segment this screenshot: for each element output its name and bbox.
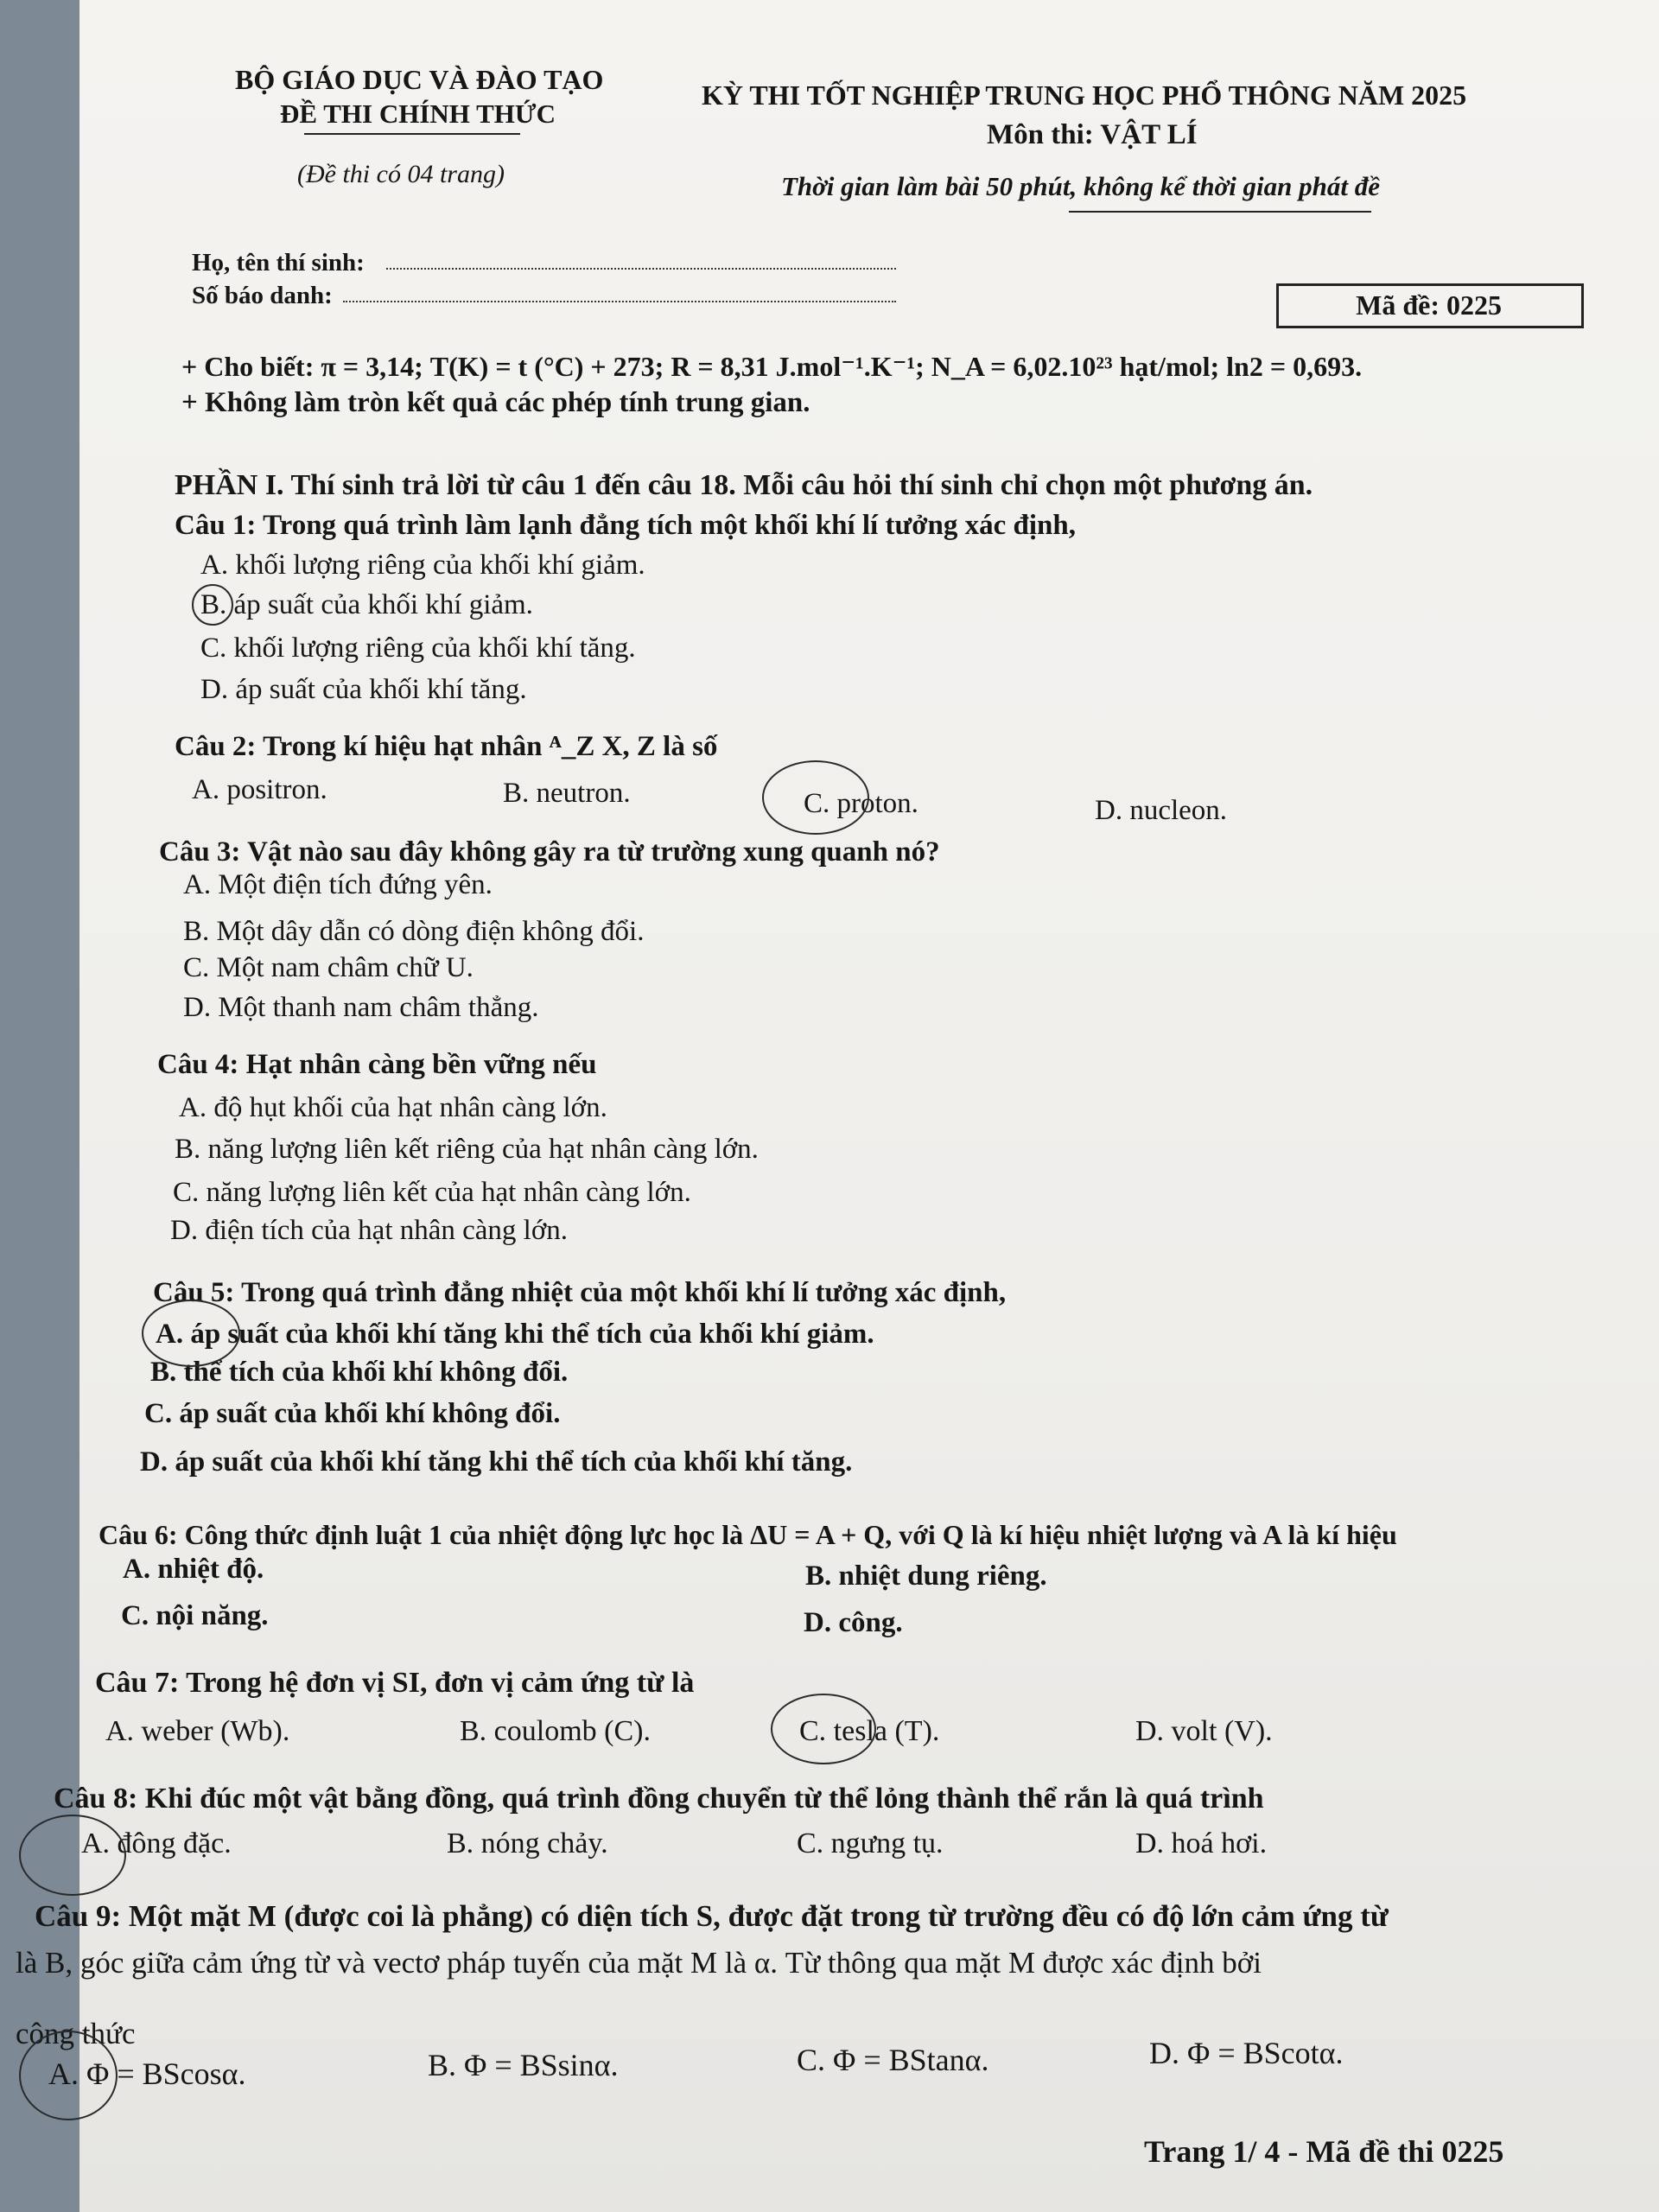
option-c: C. tesla (T). <box>799 1715 940 1747</box>
option-c: C. proton. <box>804 788 918 819</box>
exam-title: KỲ THI TỐT NGHIỆP TRUNG HỌC PHỔ THÔNG NĂM 2025 <box>702 79 1467 111</box>
option-b: B. coulomb (C). <box>460 1715 651 1747</box>
option-d: D. volt (V). <box>1135 1715 1273 1747</box>
question-stem: Câu 5: Trong quá trình đẳng nhiệt của một khối khí lí tưởng xác định, <box>153 1277 1007 1308</box>
official-label: ĐỀ THI CHÍNH THỨC <box>280 99 556 129</box>
exam-code: Mã đề: 0225 <box>1356 289 1502 321</box>
option-b: B. nhiệt dung riêng. <box>805 1560 1047 1592</box>
option-c: C. ngưng tụ. <box>797 1827 944 1859</box>
option-b: B. neutron. <box>503 778 631 809</box>
id-dotted-line <box>343 301 896 302</box>
option-c: C. Φ = BStanα. <box>797 2043 989 2077</box>
id-label: Số báo danh: <box>192 282 333 309</box>
option-b: B. năng lượng liên kết riêng của hạt nhân càng lớn. <box>175 1134 759 1165</box>
time-underline <box>1069 211 1371 213</box>
answer-mark <box>19 1815 126 1896</box>
part1-heading: PHẦN I. Thí sinh trả lời từ câu 1 đến câu 18. Mỗi câu hỏi thí sinh chỉ chọn một phương án. <box>175 469 1313 501</box>
rounding-note: + Không làm tròn kết quả các phép tính trung gian. <box>181 387 810 418</box>
option-d: D. công. <box>804 1607 903 1638</box>
exam-paper <box>16 0 1659 2212</box>
subject: Môn thi: VẬT LÍ <box>987 119 1198 150</box>
question-stem: Câu 8: Khi đúc một vật bằng đồng, quá trình đồng chuyển từ thể lỏng thành thể rắn là quá trình <box>54 1783 1264 1815</box>
time-note: Thời gian làm bài 50 phút, không kể thời gian phát đề <box>781 171 1381 201</box>
option-d: D. Một thanh nam châm thẳng. <box>183 992 539 1023</box>
option-a: A. nhiệt độ. <box>123 1554 264 1585</box>
option-c: C. Một nam châm chữ U. <box>183 952 474 983</box>
option-d: D. Φ = BScotα. <box>1149 2036 1344 2070</box>
option-a: A. khối lượng riêng của khối khí giảm. <box>200 550 645 581</box>
option-c: C. áp suất của khối khí không đổi. <box>144 1398 561 1429</box>
ministry-name: BỘ GIÁO DỤC VÀ ĐÀO TẠO <box>235 64 604 95</box>
option-d: D. áp suất của khối khí tăng khi thể tích của khối khí tăng. <box>140 1446 853 1478</box>
given-constants: + Cho biết: π = 3,14; T(K) = t (°C) + 273; R = 8,31 J.mol⁻¹.K⁻¹; N_A = 6,02.10²³ hạt/mol; ln2 = 0,693. <box>181 351 1363 382</box>
option-b: B. áp suất của khối khí giảm. <box>200 589 533 620</box>
option-a: A. Một điện tích đứng yên. <box>183 869 493 900</box>
question-stem: Câu 9: Một mặt M (được coi là phẳng) có diện tích S, được đặt trong từ trường đều có độ lớn cảm ứng từ <box>35 1899 1389 1933</box>
option-b: B. Một dây dẫn có dòng điện không đổi. <box>183 916 645 947</box>
name-dotted-line <box>386 268 896 270</box>
answer-mark <box>771 1694 876 1764</box>
option-c: C. khối lượng riêng của khối khí tăng. <box>200 632 636 664</box>
option-a: A. weber (Wb). <box>105 1715 290 1747</box>
question-stem: Câu 2: Trong kí hiệu hạt nhân ᴬ_Z X, Z là số <box>175 731 718 762</box>
answer-mark <box>762 760 869 835</box>
question-stem: Câu 7: Trong hệ đơn vị SI, đơn vị cảm ứng từ là <box>95 1667 695 1699</box>
option-b: B. Φ = BSsinα. <box>428 2048 619 2082</box>
answer-mark <box>19 2031 118 2120</box>
option-d: D. áp suất của khối khí tăng. <box>200 674 527 705</box>
option-d: D. nucleon. <box>1095 795 1228 826</box>
answer-mark <box>142 1300 240 1367</box>
pages-note: (Đề thi có 04 trang) <box>297 160 505 188</box>
question-stem: Câu 3: Vật nào sau đây không gây ra từ trường xung quanh nó? <box>159 836 940 868</box>
name-label: Họ, tên thí sinh: <box>192 249 365 276</box>
option-a: A. positron. <box>192 774 327 805</box>
question-stem: Câu 1: Trong quá trình làm lạnh đẳng tích một khối khí lí tưởng xác định, <box>175 510 1077 541</box>
option-b: B. nóng chảy. <box>447 1827 608 1859</box>
question-stem: Câu 6: Công thức định luật 1 của nhiệt động lực học là ΔU = A + Q, với Q là kí hiệu nhiệt lượng và A là kí hiệu <box>99 1519 1397 1550</box>
option-c: C. năng lượng liên kết của hạt nhân càng lớn. <box>173 1177 691 1208</box>
option-d: D. hoá hơi. <box>1135 1827 1268 1859</box>
answer-mark <box>192 584 233 626</box>
question-stem: Câu 4: Hạt nhân càng bền vững nếu <box>157 1049 597 1080</box>
question-stem-cont: là B, góc giữa cảm ứng từ và vectơ pháp tuyến của mặt M là α. Từ thông qua mặt M được xác định bởi <box>16 1946 1262 1980</box>
option-c: C. nội năng. <box>121 1600 269 1631</box>
option-a: A. độ hụt khối của hạt nhân càng lớn. <box>179 1092 607 1123</box>
option-d: D. điện tích của hạt nhân càng lớn. <box>170 1215 569 1246</box>
official-underline <box>304 133 520 135</box>
exam-code-box <box>1276 283 1584 328</box>
option-a: A. đông đặc. <box>81 1827 232 1859</box>
option-a: A. áp suất của khối khí tăng khi thể tích của khối khí giảm. <box>156 1319 874 1350</box>
question-stem-cont: công thức <box>16 2017 136 2050</box>
option-b: B. thể tích của khối khí không đổi. <box>150 1357 569 1388</box>
page-footer: Trang 1/ 4 - Mã đề thi 0225 <box>1144 2134 1504 2169</box>
option-a: A. Φ = BScosα. <box>48 2056 246 2091</box>
